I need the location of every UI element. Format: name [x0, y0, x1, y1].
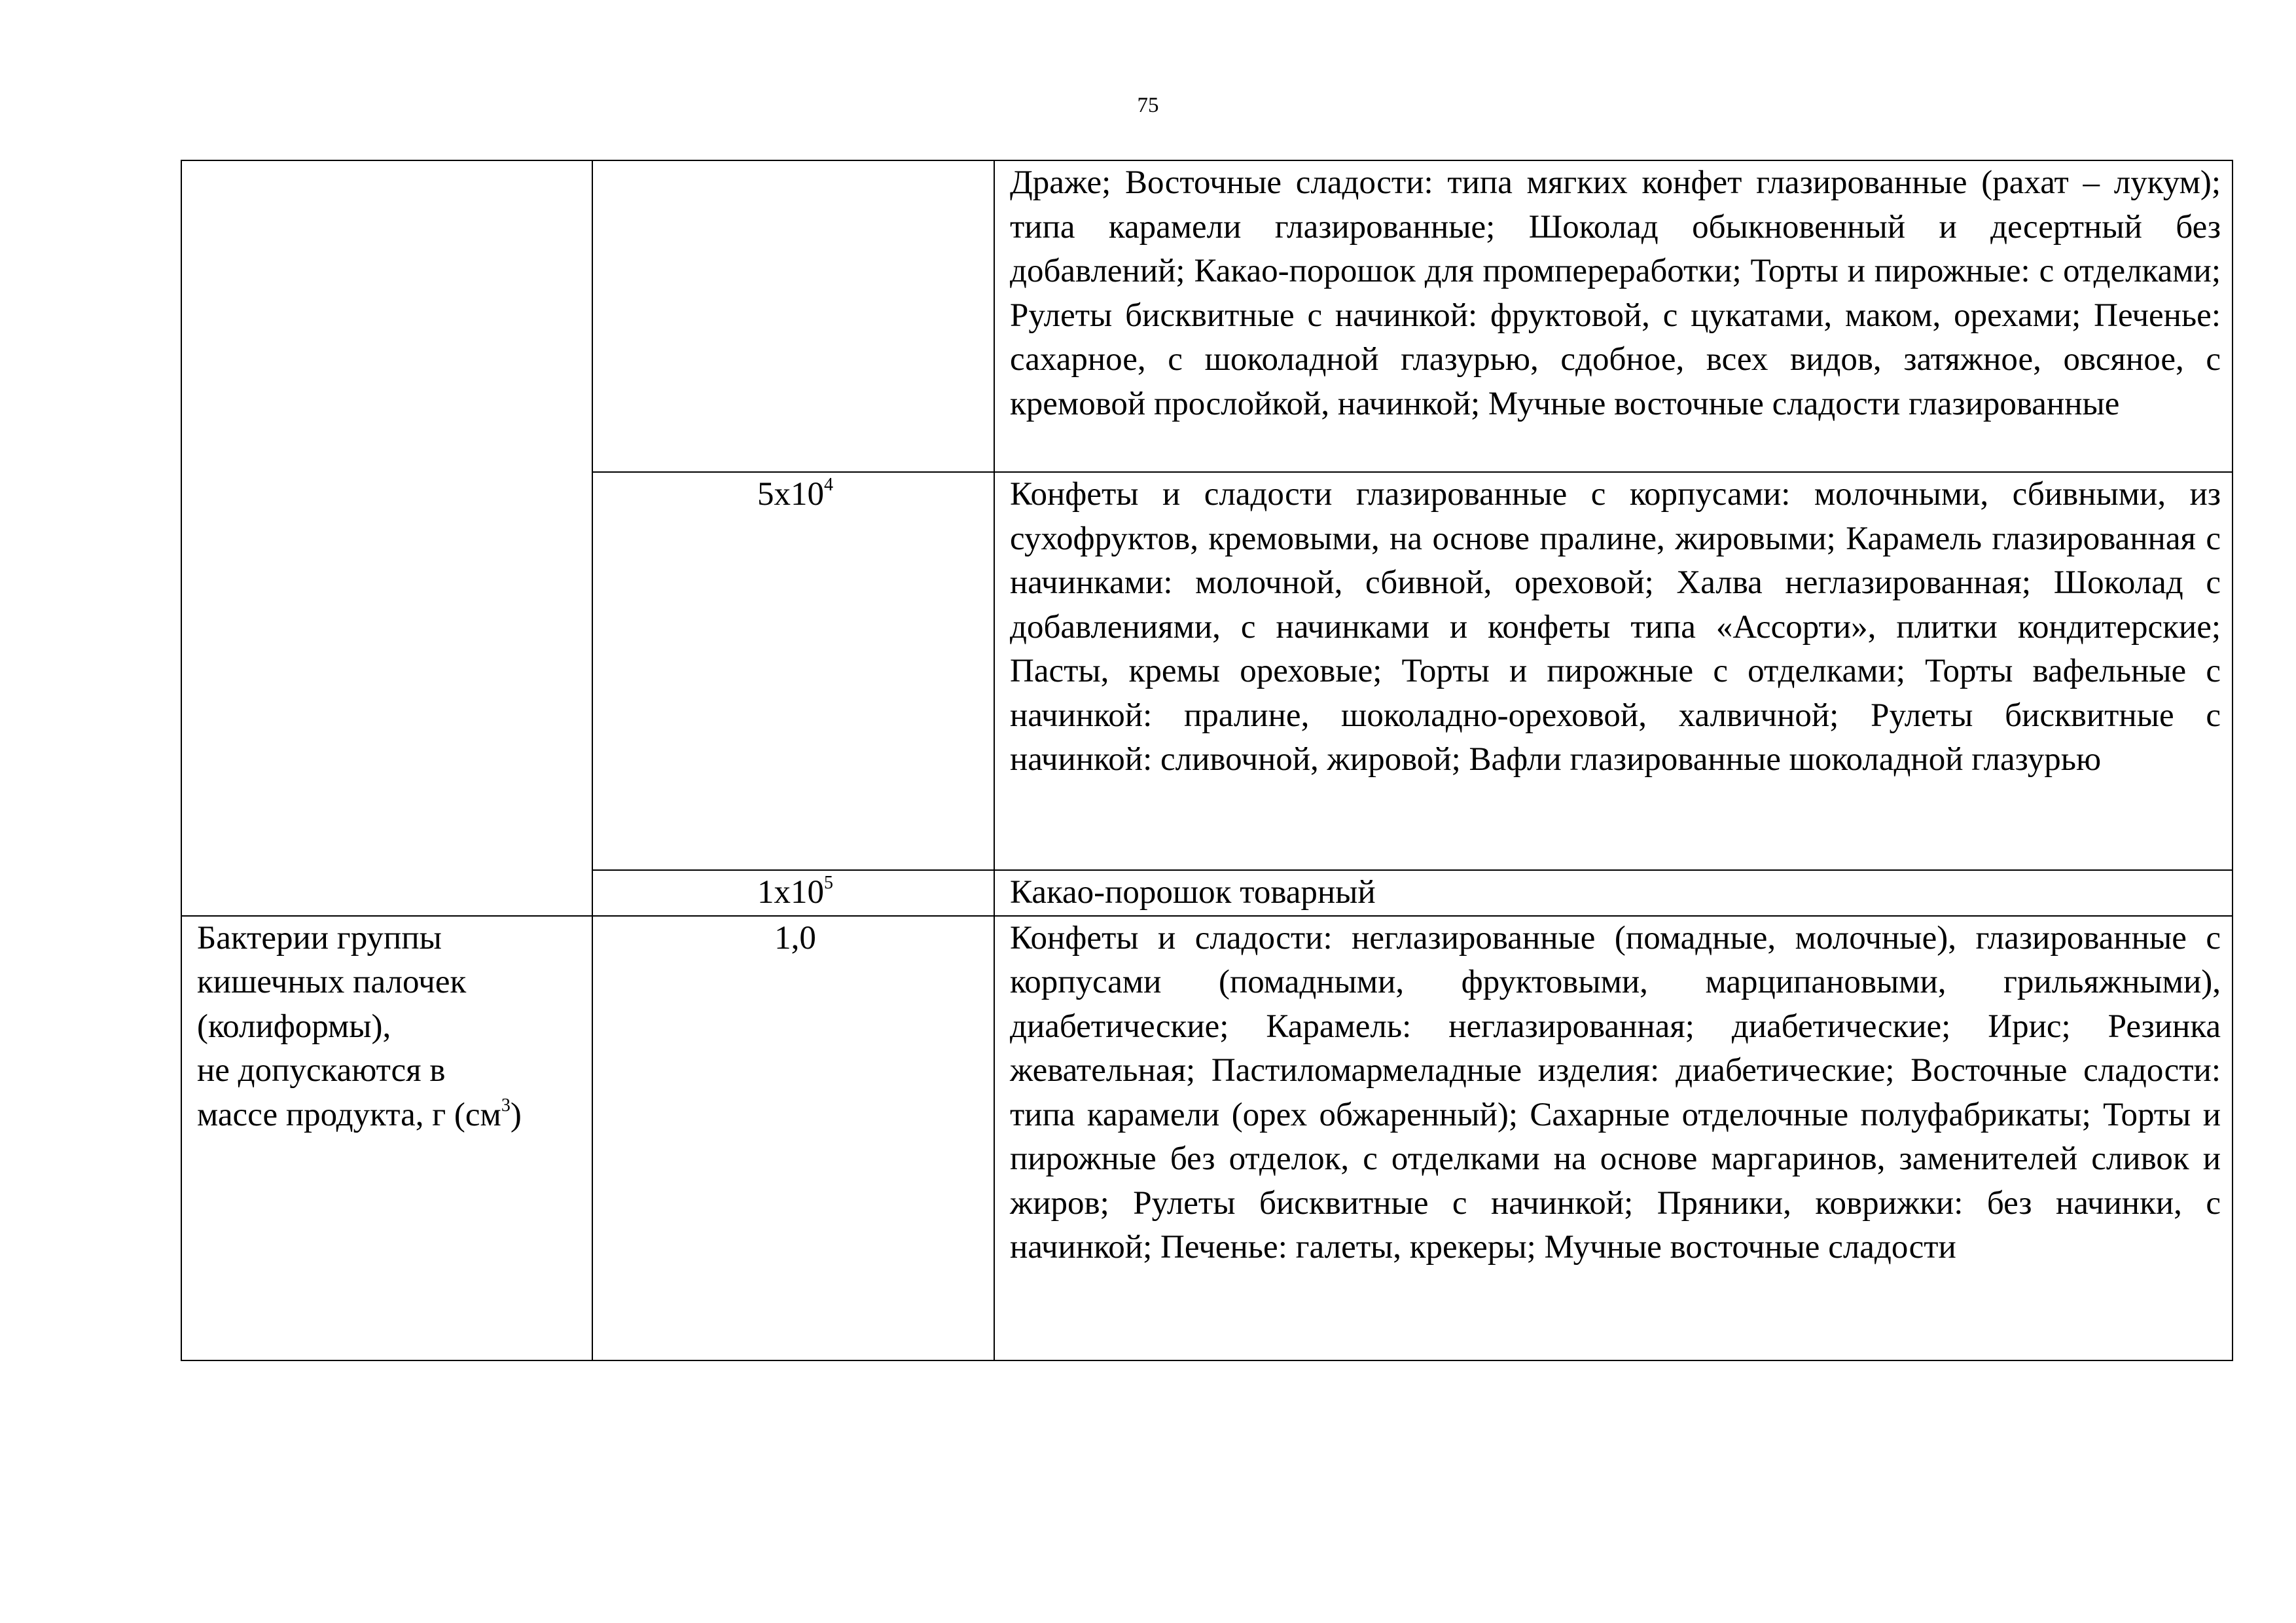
norm-cell — [592, 916, 994, 1360]
table-row — [181, 916, 2233, 1360]
microbiology-norms-table — [181, 160, 2233, 1361]
norm-cell — [592, 472, 994, 870]
products-cell: Конфеты и сладости: неглазированные (помадные, молочные), глазированные с корпусами (помадными, фруктовыми, марципановыми, грильяжными), диабетические; Карамель: неглазированная; диабетические; Ирис; Резинка жевательная; Пастиломармеладные изделия: диабетические; Восточные сладости: типа карамели (орех обжаренный); Сахарные отделочные полуфабрикаты; Торты и пирожные без отделок, с отделками на основе маргаринов, заменителей сливок и жиров; Рулеты бисквитные с начинкой; Пряники, коврижки: без начинки, с начинкой; Печенье: галеты, крекеры; Мучные восточные сладости — [994, 916, 2233, 1360]
unit-exponent: 3 — [501, 1095, 511, 1116]
products-cell: Драже; Восточные сладости: типа мягких конфет глазированные (рахат – лукум); типа карамели глазированные; Шоколад обыкновенный и десертный без добавлений; Какао-порошок для промпереработки; Торты и пирожные: с отделками; Рулеты бисквитные с начинкой: фруктовой, с цукатами, маком, орехами; Печенье: сахарное, с шоколадной глазурью, сдобное, всех видов, затяжное, овсяное, с кремовой прослойкой, начинкой; Мучные восточные сладости глазированные — [994, 160, 2233, 472]
norm-exponent: 5 — [824, 873, 833, 893]
products-cell: Какао-порошок товарный — [994, 870, 2233, 916]
norm-exponent: 4 — [824, 475, 833, 495]
indicator-line: не допускаются в — [197, 1052, 446, 1089]
norm-base: 1x10 — [757, 874, 824, 911]
indicator-cell — [181, 160, 592, 916]
products-cell: Конфеты и сладости глазированные с корпусами: молочными, сбивными, из сухофруктов, кремовыми, на основе пралине, жировыми; Карамель глазированная с начинками: молочной, сбивной, ореховой; Халва неглазированная; Шоколад с добавлениями, с начинками и конфеты типа «Ассорти», плитки кондитерские; Пасты, кремы ореховые; Торты и пирожные с отделками; Торты вафельные с начинкой: пралине, шоколадно-ореховой, халвичной; Рулеты бисквитные с начинкой: сливочной, жировой; Вафли глазированные шоколадной глазурью — [994, 472, 2233, 870]
indicator-unit-text: массе продукта, г (см — [197, 1096, 501, 1133]
indicator-line: (колиформы), — [197, 1008, 391, 1045]
indicator-line — [197, 1093, 581, 1138]
table-row — [181, 160, 2233, 472]
indicator-line: Бактерии группы — [197, 919, 442, 957]
indicator-unit-close: ) — [510, 1096, 522, 1133]
indicator-cell — [181, 916, 592, 1360]
norm-value: 1,0 — [774, 919, 816, 957]
norm-cell — [592, 160, 994, 472]
indicator-line: кишечных палочек — [197, 964, 467, 1000]
norm-base: 5x10 — [757, 476, 824, 513]
page-number: 75 — [1137, 94, 1159, 117]
norm-cell — [592, 870, 994, 916]
